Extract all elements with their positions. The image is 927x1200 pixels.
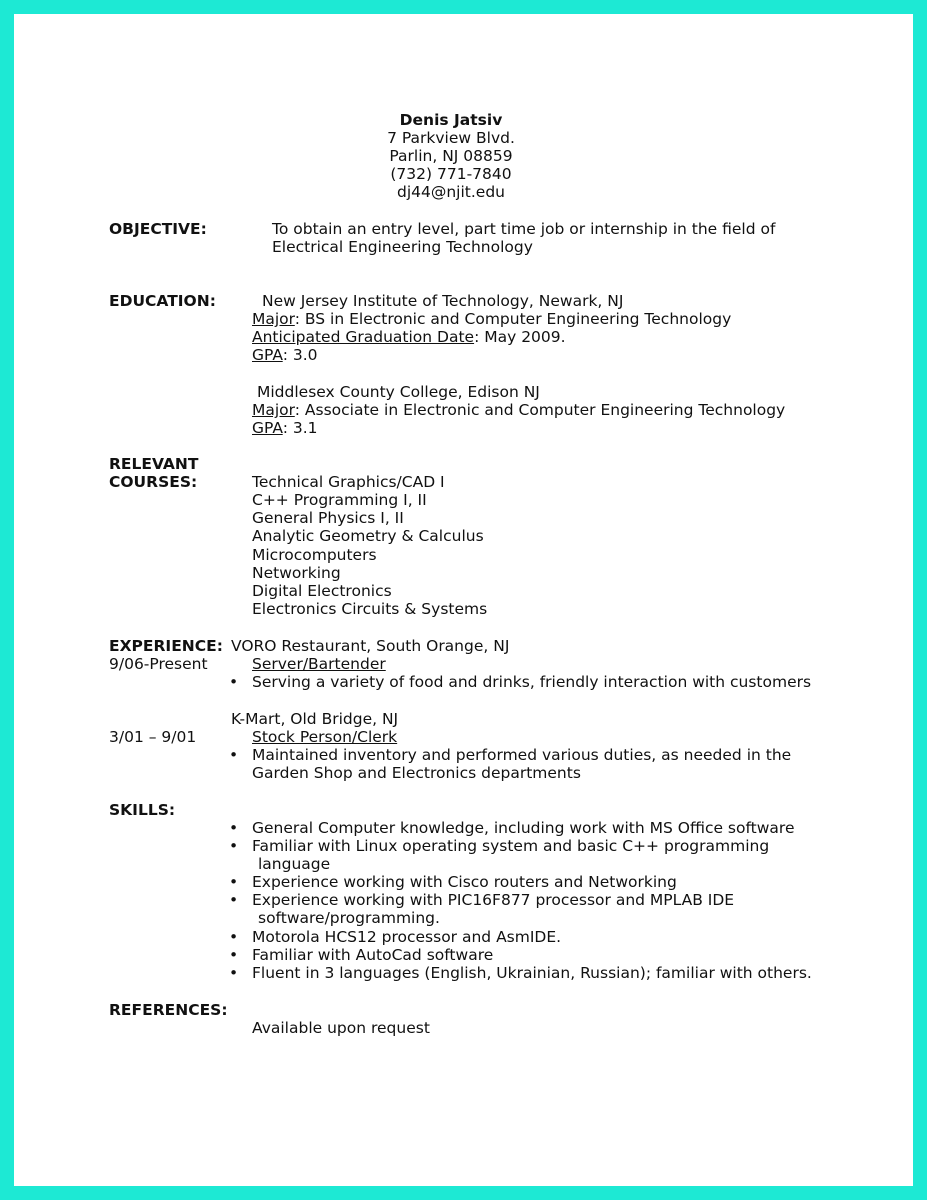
courses-heading-line-1: RELEVANT <box>109 455 199 473</box>
major-value: : BS in Electronic and Computer Engineering Technology <box>294 310 732 328</box>
bullet-icon: • <box>229 928 239 946</box>
objective-line-1: To obtain an entry level, part time job or internship in the field of <box>272 220 776 238</box>
bullet-icon: • <box>229 673 239 691</box>
job-duty-line-2: Garden Shop and Electronics departments <box>252 764 581 782</box>
school-name: Middlesex County College, Edison NJ <box>257 383 540 401</box>
skill-item: Experience working with PIC16F877 processor and MPLAB IDE <box>252 891 735 909</box>
references-text: Available upon request <box>252 1019 430 1037</box>
address-line-1: 7 Parkview Blvd. <box>387 129 515 147</box>
graduation-value: : May 2009. <box>474 328 566 346</box>
objective-line-2: Electrical Engineering Technology <box>272 238 533 256</box>
gpa-label: GPA <box>252 419 283 437</box>
skills-heading: SKILLS: <box>109 801 176 819</box>
resume-page <box>14 14 913 1186</box>
job-duty-line-1: Maintained inventory and performed various duties, as needed in the <box>252 746 792 764</box>
email-address: dj44@njit.edu <box>396 183 505 201</box>
references-heading: REFERENCES: <box>109 1001 228 1019</box>
candidate-name: Denis Jatsiv <box>399 111 503 129</box>
course-item: Digital Electronics <box>252 582 392 600</box>
course-item: Microcomputers <box>252 546 377 564</box>
skill-item: Fluent in 3 languages (English, Ukrainian, Russian); familiar with others. <box>252 964 812 982</box>
skill-item: Experience working with Cisco routers and Networking <box>252 873 677 891</box>
bullet-icon: • <box>229 819 239 837</box>
graduation-line <box>252 328 566 346</box>
phone-number: (732) 771-7840 <box>390 165 512 183</box>
education-heading: EDUCATION: <box>109 292 216 310</box>
bullet-icon: • <box>229 837 239 855</box>
major-label: Major <box>252 401 295 419</box>
major-line <box>252 401 785 419</box>
employer-name: K-Mart, Old Bridge, NJ <box>231 710 399 728</box>
bullet-icon: • <box>229 946 239 964</box>
gpa-label: GPA <box>252 346 283 364</box>
skill-item: Familiar with Linux operating system and basic C++ programming <box>252 837 770 855</box>
skill-item: Motorola HCS12 processor and AsmIDE. <box>252 928 562 946</box>
skill-item: General Computer knowledge, including work with MS Office software <box>252 819 795 837</box>
bullet-icon: • <box>229 964 239 982</box>
objective-heading: OBJECTIVE: <box>109 220 207 238</box>
bullet-icon: • <box>229 873 239 891</box>
graduation-label: Anticipated Graduation Date <box>252 328 475 346</box>
job-dates: 3/01 – 9/01 <box>109 728 197 746</box>
gpa-value: : 3.0 <box>282 346 318 364</box>
gpa-value: : 3.1 <box>282 419 318 437</box>
address-line-2: Parlin, NJ 08859 <box>389 147 513 165</box>
job-dates: 9/06-Present <box>109 655 208 673</box>
gpa-line <box>252 419 318 437</box>
course-item: Analytic Geometry & Calculus <box>252 527 484 545</box>
employer-name: VORO Restaurant, South Orange, NJ <box>231 637 510 655</box>
job-title: Stock Person/Clerk <box>252 728 398 746</box>
course-item: Electronics Circuits & Systems <box>252 600 488 618</box>
bullet-icon: • <box>229 891 239 909</box>
major-value: : Associate in Electronic and Computer Engineering Technology <box>294 401 786 419</box>
course-item: General Physics I, II <box>252 509 404 527</box>
skill-item-continuation: language <box>258 855 331 873</box>
experience-heading: EXPERIENCE: <box>109 637 223 655</box>
skill-item-continuation: software/programming. <box>258 909 440 927</box>
major-label: Major <box>252 310 295 328</box>
school-name: New Jersey Institute of Technology, Newark, NJ <box>262 292 624 310</box>
bullet-icon: • <box>229 746 239 764</box>
course-item: C++ Programming I, II <box>252 491 427 509</box>
course-item: Networking <box>252 564 341 582</box>
gpa-line <box>252 346 318 364</box>
major-line <box>252 310 731 328</box>
course-item: Technical Graphics/CAD I <box>252 473 445 491</box>
job-duty: Serving a variety of food and drinks, friendly interaction with customers <box>252 673 812 691</box>
job-title: Server/Bartender <box>252 655 386 673</box>
courses-heading-line-2: COURSES: <box>109 473 198 491</box>
skill-item: Familiar with AutoCad software <box>252 946 494 964</box>
